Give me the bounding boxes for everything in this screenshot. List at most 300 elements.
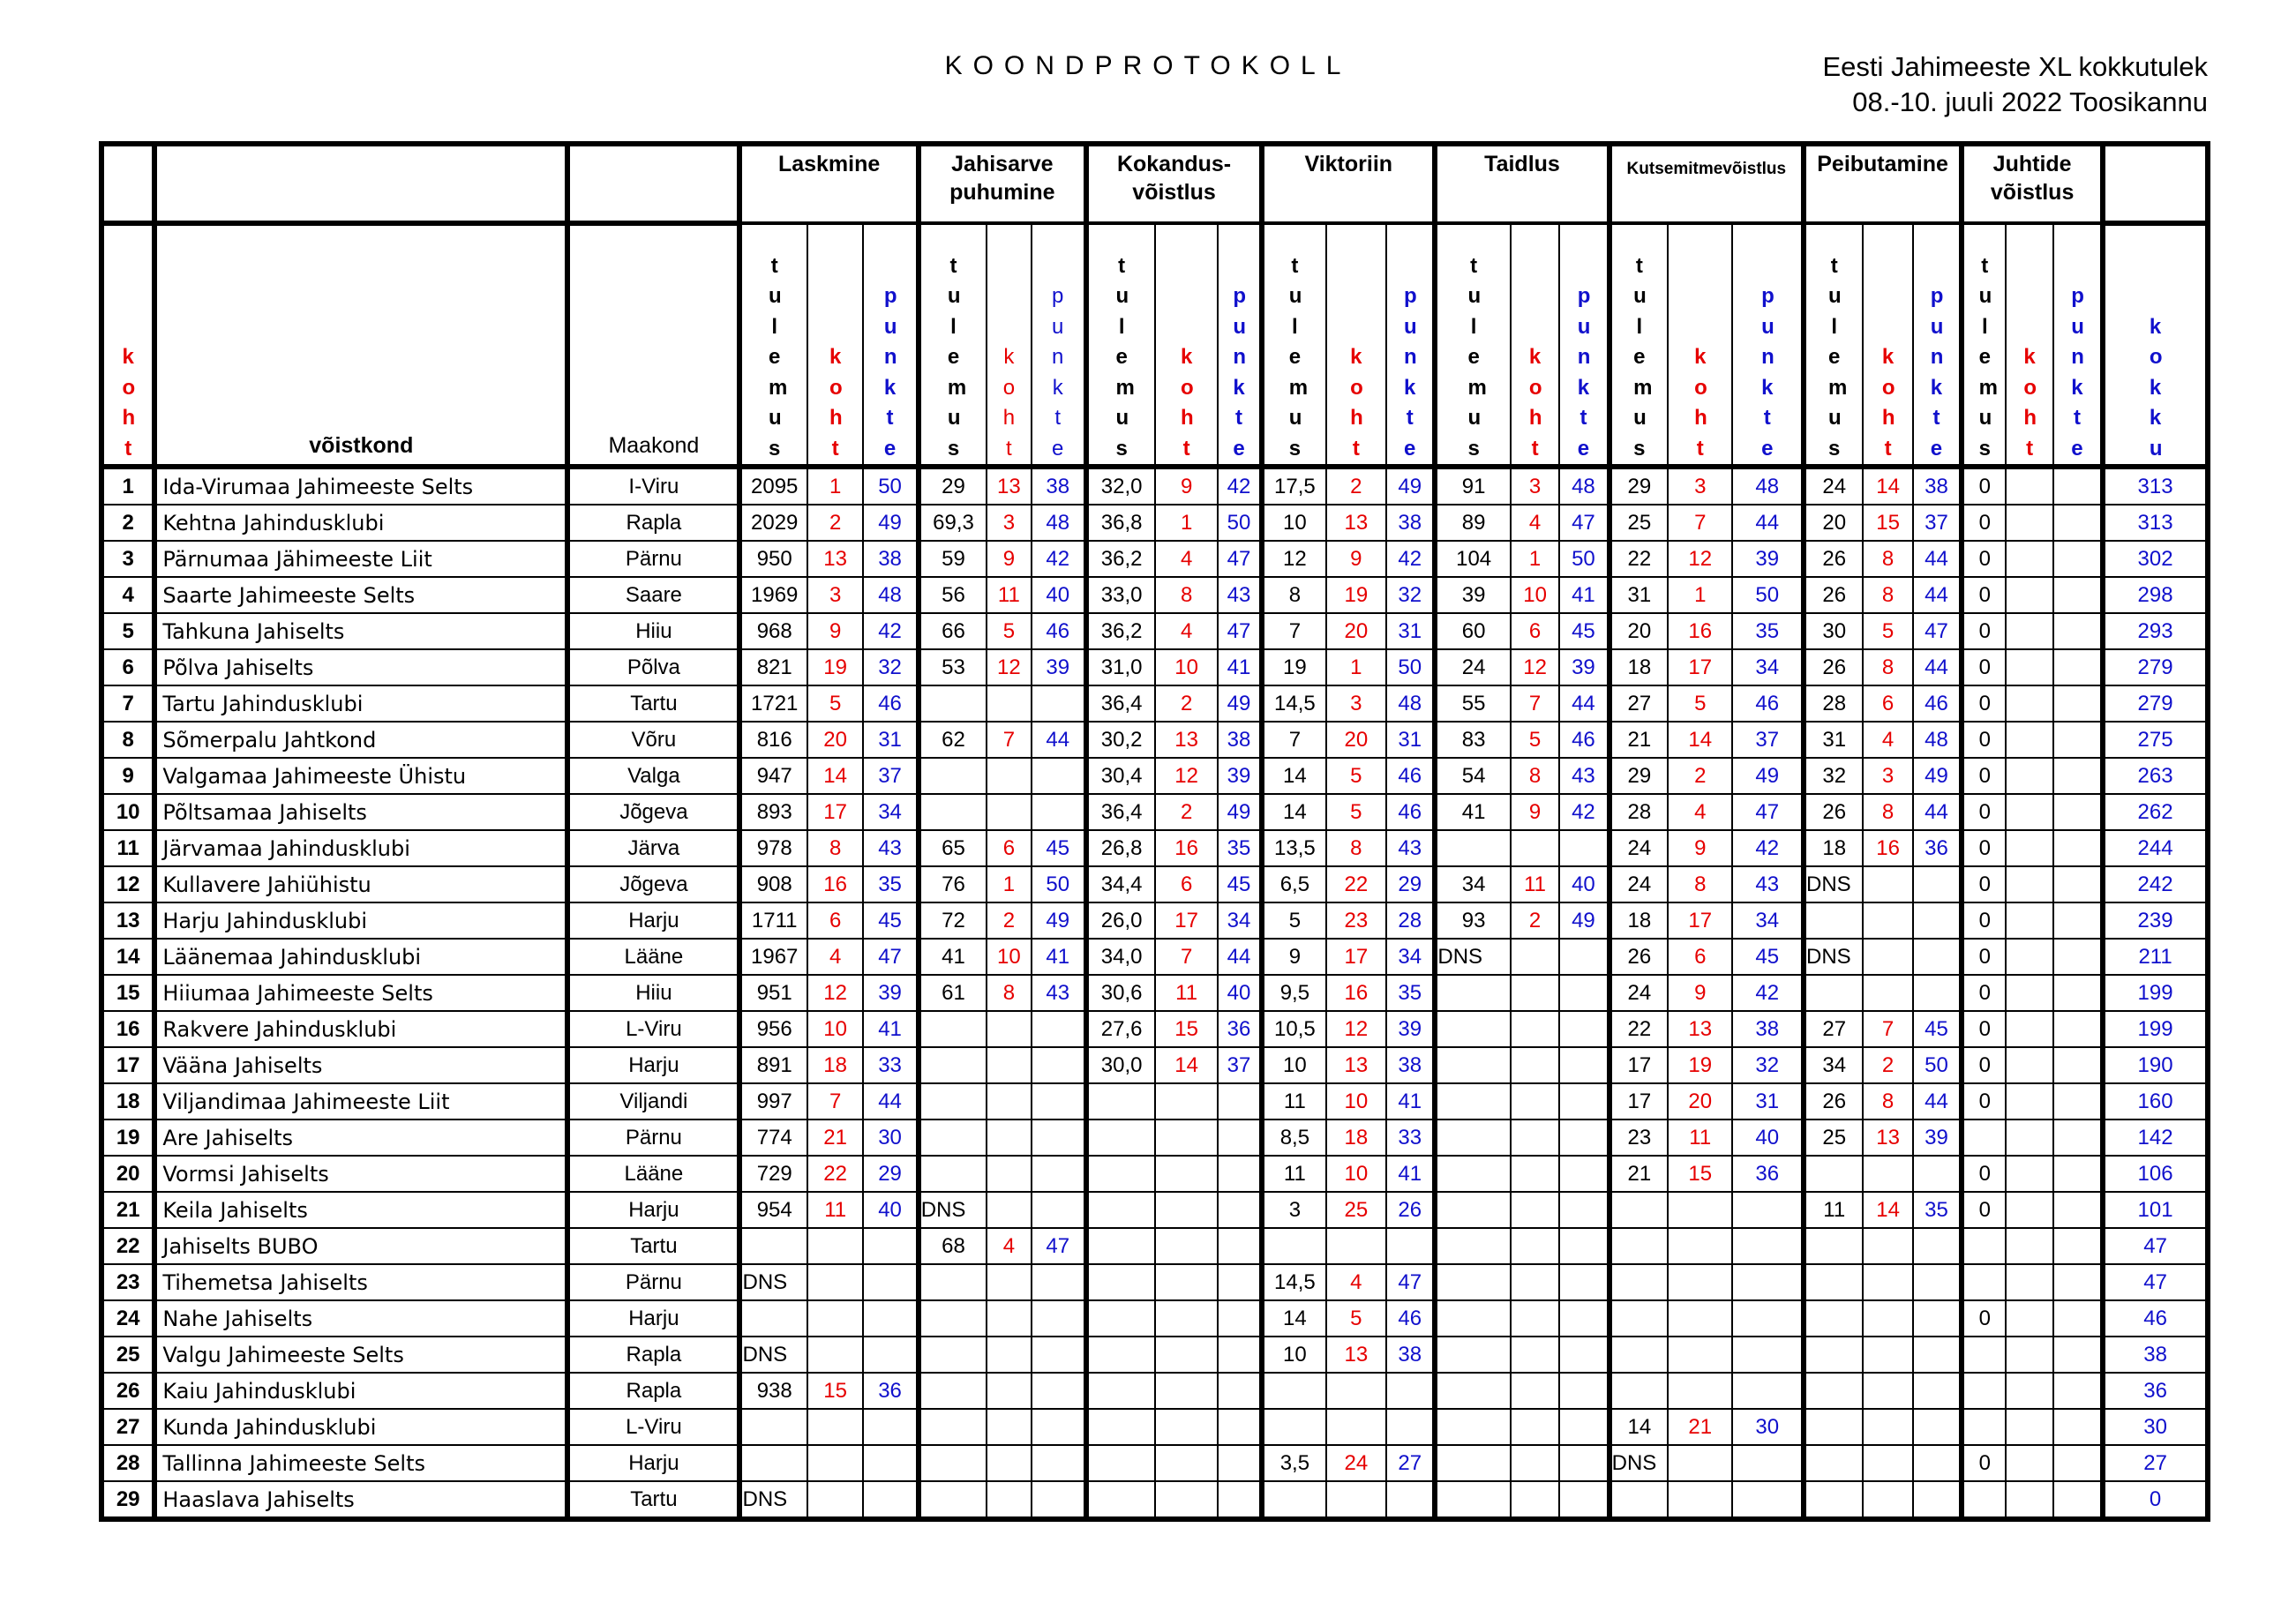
tulemus-cell: 968 bbox=[739, 613, 807, 649]
koht-cell bbox=[1511, 975, 1559, 1011]
tulemus-cell: 30,6 bbox=[1086, 975, 1155, 1011]
tulemus-cell: 17 bbox=[1609, 1083, 1668, 1120]
punkte-cell: 44 bbox=[1732, 505, 1804, 541]
koht-cell: 13 bbox=[987, 467, 1031, 505]
tulemus-cell: 1721 bbox=[739, 685, 807, 722]
punkte-cell: 34 bbox=[1732, 649, 1804, 685]
tulemus-cell: 21 bbox=[1609, 1156, 1668, 1192]
tulemus-cell bbox=[1086, 1264, 1155, 1300]
koht-cell bbox=[1155, 1120, 1217, 1156]
place-cell: 10 bbox=[101, 794, 154, 830]
punkte-cell: 36 bbox=[1732, 1156, 1804, 1192]
tulemus-cell: 36,4 bbox=[1086, 794, 1155, 830]
tulemus-cell: 0 bbox=[1962, 830, 2006, 866]
tulemus-cell: 24 bbox=[1609, 866, 1668, 902]
tulemus-cell: 14 bbox=[1609, 1409, 1668, 1445]
punkte-cell bbox=[1913, 1228, 1962, 1264]
koht-cell: 17 bbox=[1326, 939, 1386, 975]
koht-cell: 12 bbox=[1326, 1011, 1386, 1047]
punkte-cell bbox=[1913, 866, 1962, 902]
koht-cell: 16 bbox=[1326, 975, 1386, 1011]
tulemus-cell: DNS bbox=[739, 1337, 807, 1373]
tulemus-cell: 31,0 bbox=[1086, 649, 1155, 685]
punkte-cell bbox=[1032, 758, 1086, 794]
koht-cell: 12 bbox=[807, 975, 863, 1011]
punkte-cell bbox=[1218, 1409, 1262, 1445]
punkte-cell bbox=[2053, 830, 2103, 866]
vertical-label: punkte bbox=[1233, 284, 1246, 461]
koht-cell: 11 bbox=[1511, 866, 1559, 902]
koht-cell bbox=[2006, 505, 2052, 541]
koht-cell bbox=[1511, 1156, 1559, 1192]
koht-cell: 2 bbox=[1155, 685, 1217, 722]
tulemus-cell: DNS bbox=[1435, 939, 1511, 975]
tulemus-cell: 1969 bbox=[739, 577, 807, 613]
koht-cell: 10 bbox=[1155, 649, 1217, 685]
discipline-header-text: Kokandus-võistlus bbox=[1116, 152, 1232, 205]
total-cell: 30 bbox=[2103, 1409, 2208, 1445]
punkte-cell bbox=[1386, 1373, 1435, 1409]
county-cell: Lääne bbox=[567, 1156, 739, 1192]
column-header-punkte bbox=[1732, 223, 1804, 467]
total-cell: 0 bbox=[2103, 1481, 2208, 1519]
tulemus-cell: 0 bbox=[1962, 758, 2006, 794]
koht-cell bbox=[2006, 975, 2052, 1011]
punkte-cell bbox=[2053, 649, 2103, 685]
tulemus-cell: 18 bbox=[1609, 649, 1668, 685]
punkte-cell: 49 bbox=[1032, 902, 1086, 939]
tulemus-cell: 26 bbox=[1804, 541, 1863, 577]
county-cell: Pärnu bbox=[567, 1264, 739, 1300]
koht-cell: 5 bbox=[807, 685, 863, 722]
punkte-cell bbox=[863, 1409, 918, 1445]
koht-cell: 22 bbox=[807, 1156, 863, 1192]
tulemus-cell bbox=[1804, 1481, 1863, 1519]
place-cell: 22 bbox=[101, 1228, 154, 1264]
punkte-cell: 47 bbox=[1559, 505, 1609, 541]
punkte-cell bbox=[2053, 1300, 2103, 1337]
table-row bbox=[101, 794, 2208, 830]
koht-cell bbox=[2006, 902, 2052, 939]
vertical-label: koht bbox=[1694, 345, 1707, 461]
tulemus-cell bbox=[1435, 1445, 1511, 1481]
total-cell: 242 bbox=[2103, 866, 2208, 902]
team-name-cell: Vääna Jahiselts bbox=[154, 1047, 567, 1083]
tulemus-cell: 891 bbox=[739, 1047, 807, 1083]
column-header-tulemus bbox=[1962, 223, 2006, 467]
tulemus-cell: 729 bbox=[739, 1156, 807, 1192]
koht-cell: 3 bbox=[1863, 758, 1912, 794]
punkte-cell: 48 bbox=[1386, 685, 1435, 722]
koht-cell: 9 bbox=[1668, 830, 1732, 866]
tulemus-cell: 0 bbox=[1962, 939, 2006, 975]
tulemus-cell bbox=[1804, 975, 1863, 1011]
tulemus-cell: 0 bbox=[1962, 902, 2006, 939]
column-header-row bbox=[101, 223, 2208, 467]
tulemus-cell: 29 bbox=[919, 467, 987, 505]
total-cell: 313 bbox=[2103, 467, 2208, 505]
table-row bbox=[101, 685, 2208, 722]
koht-cell: 4 bbox=[1155, 541, 1217, 577]
tulemus-cell: DNS bbox=[1804, 939, 1863, 975]
county-cell: Tartu bbox=[567, 1481, 739, 1519]
punkte-cell bbox=[1218, 1120, 1262, 1156]
punkte-cell: 40 bbox=[1032, 577, 1086, 613]
punkte-cell bbox=[1032, 1011, 1086, 1047]
koht-cell bbox=[2006, 1337, 2052, 1373]
punkte-cell: 28 bbox=[1386, 902, 1435, 939]
koht-cell bbox=[1511, 830, 1559, 866]
punkte-cell bbox=[2053, 1337, 2103, 1373]
punkte-cell: 44 bbox=[863, 1083, 918, 1120]
koht-cell bbox=[2006, 1047, 2052, 1083]
tulemus-cell: 28 bbox=[1804, 685, 1863, 722]
place-cell: 20 bbox=[101, 1156, 154, 1192]
punkte-cell: 41 bbox=[1559, 577, 1609, 613]
tulemus-cell: 10,5 bbox=[1262, 1011, 1325, 1047]
koht-cell: 22 bbox=[1326, 866, 1386, 902]
tulemus-cell: 950 bbox=[739, 541, 807, 577]
koht-cell bbox=[987, 1409, 1031, 1445]
place-cell: 4 bbox=[101, 577, 154, 613]
punkte-cell: 40 bbox=[863, 1192, 918, 1228]
county-cell: Võru bbox=[567, 722, 739, 758]
tulemus-cell bbox=[1435, 830, 1511, 866]
punkte-cell: 37 bbox=[863, 758, 918, 794]
koht-cell bbox=[1155, 1192, 1217, 1228]
koht-cell: 5 bbox=[1326, 1300, 1386, 1337]
koht-cell bbox=[2006, 467, 2052, 505]
koht-cell: 8 bbox=[1326, 830, 1386, 866]
koht-cell: 6 bbox=[1863, 685, 1912, 722]
tulemus-cell: 938 bbox=[739, 1373, 807, 1409]
tulemus-cell bbox=[1962, 1337, 2006, 1373]
tulemus-cell: 997 bbox=[739, 1083, 807, 1120]
punkte-cell: 49 bbox=[1559, 902, 1609, 939]
total-cell: 279 bbox=[2103, 649, 2208, 685]
punkte-cell: 46 bbox=[1913, 685, 1962, 722]
tulemus-cell: 7 bbox=[1262, 613, 1325, 649]
koht-cell bbox=[2006, 722, 2052, 758]
koht-cell: 20 bbox=[1326, 722, 1386, 758]
total-cell: 106 bbox=[2103, 1156, 2208, 1192]
punkte-cell: 42 bbox=[1386, 541, 1435, 577]
koht-cell: 21 bbox=[807, 1120, 863, 1156]
tulemus-cell: 0 bbox=[1962, 1156, 2006, 1192]
punkte-cell: 48 bbox=[1732, 467, 1804, 505]
tulemus-cell: 17 bbox=[1609, 1047, 1668, 1083]
county-cell: Rapla bbox=[567, 505, 739, 541]
punkte-cell bbox=[2053, 685, 2103, 722]
tulemus-cell: 66 bbox=[919, 613, 987, 649]
punkte-cell bbox=[1559, 1300, 1609, 1337]
tulemus-cell bbox=[1609, 1481, 1668, 1519]
column-header-koht bbox=[1668, 223, 1732, 467]
punkte-cell bbox=[1032, 1481, 1086, 1519]
punkte-cell: 31 bbox=[1732, 1083, 1804, 1120]
tulemus-cell bbox=[1086, 1228, 1155, 1264]
punkte-cell: 34 bbox=[863, 794, 918, 830]
place-cell: 26 bbox=[101, 1373, 154, 1409]
punkte-cell: 34 bbox=[1218, 902, 1262, 939]
punkte-cell: 49 bbox=[1732, 758, 1804, 794]
punkte-cell: 50 bbox=[1559, 541, 1609, 577]
koht-cell bbox=[2006, 577, 2052, 613]
koht-cell: 4 bbox=[807, 939, 863, 975]
koht-cell: 4 bbox=[1511, 505, 1559, 541]
punkte-cell bbox=[2053, 1264, 2103, 1300]
tulemus-cell: 11 bbox=[1262, 1156, 1325, 1192]
punkte-cell bbox=[1913, 1481, 1962, 1519]
koht-cell: 13 bbox=[1668, 1011, 1732, 1047]
tulemus-cell: 34,0 bbox=[1086, 939, 1155, 975]
tulemus-cell: 0 bbox=[1962, 613, 2006, 649]
table-row bbox=[101, 1264, 2208, 1300]
koht-cell: 15 bbox=[1668, 1156, 1732, 1192]
tulemus-cell: 774 bbox=[739, 1120, 807, 1156]
koht-cell: 5 bbox=[1863, 613, 1912, 649]
county-cell: Saare bbox=[567, 577, 739, 613]
koht-cell: 21 bbox=[1668, 1409, 1732, 1445]
team-name-cell: Are Jahiselts bbox=[154, 1120, 567, 1156]
tulemus-cell bbox=[1435, 1481, 1511, 1519]
tulemus-cell: 22 bbox=[1609, 541, 1668, 577]
punkte-cell: 46 bbox=[863, 685, 918, 722]
tulemus-cell bbox=[1086, 1445, 1155, 1481]
punkte-cell bbox=[2053, 1120, 2103, 1156]
tulemus-cell: 18 bbox=[1804, 830, 1863, 866]
koht-cell bbox=[1326, 1409, 1386, 1445]
tulemus-cell bbox=[1435, 1047, 1511, 1083]
punkte-cell: 47 bbox=[863, 939, 918, 975]
koht-cell: 7 bbox=[1668, 505, 1732, 541]
punkte-cell bbox=[2053, 902, 2103, 939]
koht-cell: 3 bbox=[1511, 467, 1559, 505]
tulemus-cell: 14 bbox=[1262, 1300, 1325, 1337]
punkte-cell: 48 bbox=[1559, 467, 1609, 505]
tulemus-cell: 0 bbox=[1962, 685, 2006, 722]
total-cell: 47 bbox=[2103, 1264, 2208, 1300]
koht-cell: 20 bbox=[807, 722, 863, 758]
koht-cell bbox=[1863, 1228, 1912, 1264]
punkte-cell bbox=[1032, 1047, 1086, 1083]
column-header-tulemus bbox=[1609, 223, 1668, 467]
county-cell: L-Viru bbox=[567, 1011, 739, 1047]
punkte-cell: 35 bbox=[1386, 975, 1435, 1011]
total-cell: 46 bbox=[2103, 1300, 2208, 1337]
tulemus-cell bbox=[1804, 1264, 1863, 1300]
punkte-cell bbox=[2053, 1011, 2103, 1047]
koht-cell bbox=[807, 1481, 863, 1519]
tulemus-cell: 24 bbox=[1609, 975, 1668, 1011]
header-cell-empty bbox=[567, 144, 739, 223]
koht-cell bbox=[1511, 1373, 1559, 1409]
tulemus-cell: 11 bbox=[1804, 1192, 1863, 1228]
koht-cell: 8 bbox=[1863, 577, 1912, 613]
table-row bbox=[101, 1481, 2208, 1519]
tulemus-cell bbox=[1804, 902, 1863, 939]
koht-cell bbox=[1155, 1264, 1217, 1300]
column-header-punkte bbox=[1559, 223, 1609, 467]
punkte-cell bbox=[1732, 1337, 1804, 1373]
koht-cell bbox=[1155, 1481, 1217, 1519]
punkte-cell bbox=[1559, 830, 1609, 866]
tulemus-cell bbox=[1086, 1192, 1155, 1228]
koht-cell: 13 bbox=[1155, 722, 1217, 758]
koht-cell: 6 bbox=[1668, 939, 1732, 975]
tulemus-cell: 30 bbox=[1804, 613, 1863, 649]
team-name-cell: Harju Jahindusklubi bbox=[154, 902, 567, 939]
koht-cell: 8 bbox=[1155, 577, 1217, 613]
koht-cell bbox=[2006, 939, 2052, 975]
column-header-punkte bbox=[1032, 223, 1086, 467]
place-cell: 27 bbox=[101, 1409, 154, 1445]
koht-cell bbox=[2006, 1228, 2052, 1264]
punkte-cell bbox=[1032, 1300, 1086, 1337]
koht-cell: 8 bbox=[1863, 794, 1912, 830]
tulemus-cell: 1967 bbox=[739, 939, 807, 975]
tulemus-cell bbox=[1435, 1228, 1511, 1264]
tulemus-cell: 11 bbox=[1262, 1083, 1325, 1120]
team-name-cell: Tartu Jahindusklubi bbox=[154, 685, 567, 722]
tulemus-cell: 9 bbox=[1262, 939, 1325, 975]
koht-cell bbox=[807, 1409, 863, 1445]
koht-cell: 3 bbox=[1668, 467, 1732, 505]
punkte-cell bbox=[1559, 1373, 1609, 1409]
punkte-cell bbox=[1386, 1228, 1435, 1264]
discipline-header: Laskmine bbox=[739, 144, 918, 223]
total-cell: 279 bbox=[2103, 685, 2208, 722]
team-name-cell: Põlva Jahiselts bbox=[154, 649, 567, 685]
team-name-cell: Pärnumaa Jähimeeste Liit bbox=[154, 541, 567, 577]
tulemus-cell bbox=[1435, 1373, 1511, 1409]
tulemus-cell: 0 bbox=[1962, 577, 2006, 613]
koht-cell bbox=[1511, 1264, 1559, 1300]
tulemus-cell: 14 bbox=[1262, 758, 1325, 794]
tulemus-cell: 24 bbox=[1804, 467, 1863, 505]
koht-cell bbox=[1863, 1264, 1912, 1300]
punkte-cell bbox=[1732, 1481, 1804, 1519]
punkte-cell bbox=[1913, 1373, 1962, 1409]
punkte-cell bbox=[1218, 1481, 1262, 1519]
koht-cell: 20 bbox=[1326, 613, 1386, 649]
koht-cell: 16 bbox=[1668, 613, 1732, 649]
punkte-cell bbox=[1032, 1156, 1086, 1192]
tulemus-cell: 2095 bbox=[739, 467, 807, 505]
team-name-cell: Rakvere Jahindusklubi bbox=[154, 1011, 567, 1047]
koht-cell bbox=[1326, 1228, 1386, 1264]
punkte-cell: 39 bbox=[863, 975, 918, 1011]
koht-cell bbox=[1668, 1373, 1732, 1409]
team-name-cell: Valgu Jahimeeste Selts bbox=[154, 1337, 567, 1373]
place-cell: 5 bbox=[101, 613, 154, 649]
table-row bbox=[101, 975, 2208, 1011]
event-info bbox=[1822, 49, 2208, 120]
tulemus-cell: 41 bbox=[919, 939, 987, 975]
koht-cell bbox=[987, 1120, 1031, 1156]
place-cell: 14 bbox=[101, 939, 154, 975]
koht-cell bbox=[1511, 939, 1559, 975]
punkte-cell: 50 bbox=[1218, 505, 1262, 541]
tulemus-cell bbox=[1086, 1373, 1155, 1409]
koht-cell bbox=[1155, 1156, 1217, 1192]
tulemus-cell bbox=[1962, 1409, 2006, 1445]
total-cell: 302 bbox=[2103, 541, 2208, 577]
tulemus-cell: 3,5 bbox=[1262, 1445, 1325, 1481]
koht-cell bbox=[2006, 1156, 2052, 1192]
koht-cell bbox=[1863, 866, 1912, 902]
punkte-cell bbox=[1218, 1337, 1262, 1373]
punkte-cell: 44 bbox=[1032, 722, 1086, 758]
column-header-punkte bbox=[2053, 223, 2103, 467]
tulemus-cell: 83 bbox=[1435, 722, 1511, 758]
table-row bbox=[101, 1409, 2208, 1445]
table-row bbox=[101, 830, 2208, 866]
punkte-cell bbox=[863, 1445, 918, 1481]
tulemus-cell: 91 bbox=[1435, 467, 1511, 505]
tulemus-cell: 26 bbox=[1804, 794, 1863, 830]
tulemus-cell bbox=[1262, 1481, 1325, 1519]
tulemus-cell: 34 bbox=[1435, 866, 1511, 902]
table-row bbox=[101, 1228, 2208, 1264]
koht-cell: 10 bbox=[1326, 1156, 1386, 1192]
punkte-cell: 39 bbox=[1032, 649, 1086, 685]
koht-cell: 3 bbox=[1326, 685, 1386, 722]
koht-cell: 10 bbox=[807, 1011, 863, 1047]
koht-cell bbox=[987, 1481, 1031, 1519]
koht-cell bbox=[2006, 541, 2052, 577]
punkte-cell: 49 bbox=[863, 505, 918, 541]
koht-cell bbox=[987, 794, 1031, 830]
tulemus-cell: 956 bbox=[739, 1011, 807, 1047]
koht-cell bbox=[2006, 1409, 2052, 1445]
punkte-cell bbox=[863, 1337, 918, 1373]
punkte-cell: 35 bbox=[1218, 830, 1262, 866]
team-name-cell: Kehtna Jahindusklubi bbox=[154, 505, 567, 541]
team-name-cell: Viljandimaa Jahimeeste Liit bbox=[154, 1083, 567, 1120]
punkte-cell bbox=[2053, 1409, 2103, 1445]
tulemus-cell: 26 bbox=[1609, 939, 1668, 975]
column-label: võistkond bbox=[309, 433, 414, 458]
punkte-cell bbox=[1732, 1228, 1804, 1264]
punkte-cell bbox=[2053, 975, 2103, 1011]
tulemus-cell bbox=[919, 1337, 987, 1373]
punkte-cell bbox=[2053, 505, 2103, 541]
punkte-cell bbox=[2053, 1373, 2103, 1409]
tulemus-cell: DNS bbox=[919, 1192, 987, 1228]
koht-cell bbox=[2006, 1192, 2052, 1228]
total-cell: 263 bbox=[2103, 758, 2208, 794]
punkte-cell: 33 bbox=[863, 1047, 918, 1083]
tulemus-cell: 0 bbox=[1962, 505, 2006, 541]
punkte-cell: 42 bbox=[1732, 975, 1804, 1011]
koht-cell: 4 bbox=[1155, 613, 1217, 649]
punkte-cell bbox=[2053, 577, 2103, 613]
place-cell: 15 bbox=[101, 975, 154, 1011]
place-cell: 28 bbox=[101, 1445, 154, 1481]
tulemus-cell bbox=[919, 1011, 987, 1047]
column-header-koht bbox=[1863, 223, 1912, 467]
punkte-cell: 27 bbox=[1386, 1445, 1435, 1481]
koht-cell bbox=[1511, 1228, 1559, 1264]
punkte-cell: 44 bbox=[1913, 1083, 1962, 1120]
koht-cell: 25 bbox=[1326, 1192, 1386, 1228]
column-header-tulemus bbox=[1262, 223, 1325, 467]
koht-cell bbox=[1511, 1011, 1559, 1047]
punkte-cell: 40 bbox=[1218, 975, 1262, 1011]
tulemus-cell bbox=[919, 1409, 987, 1445]
team-name-cell: Kullavere Jahiühistu bbox=[154, 866, 567, 902]
